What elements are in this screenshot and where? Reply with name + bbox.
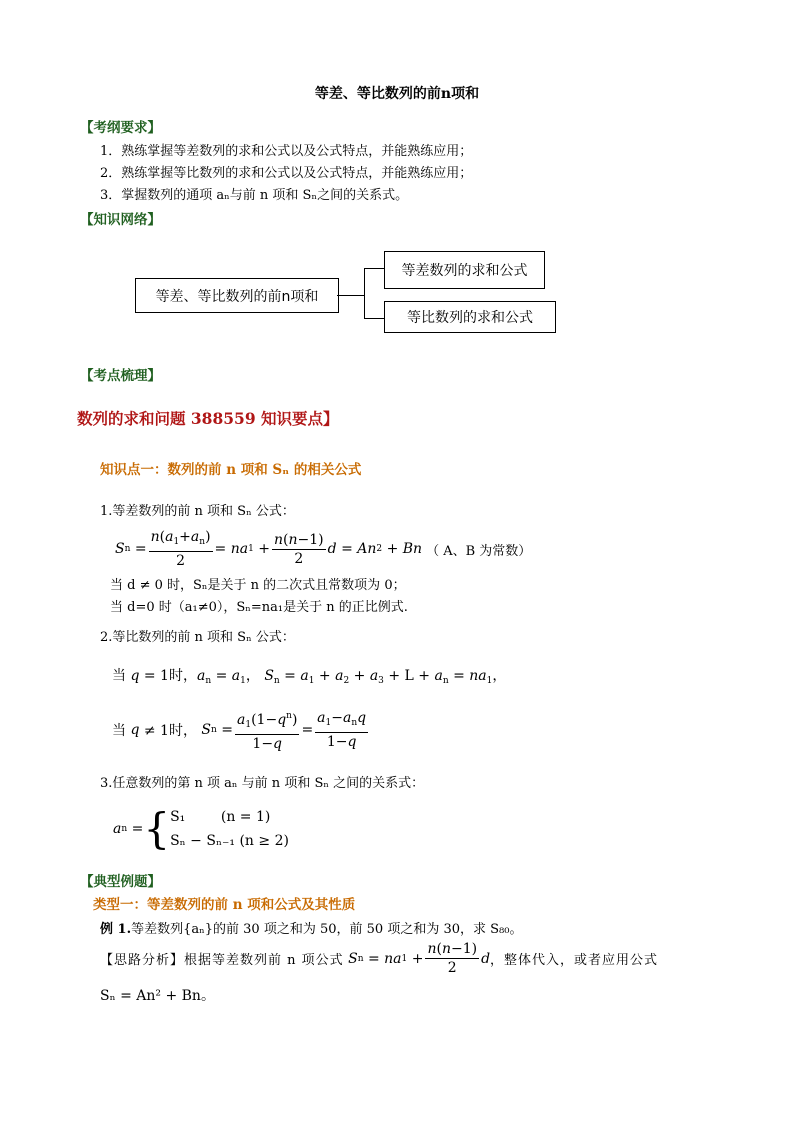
requirement-item-1: 1．熟练掌握等差数列的求和公式以及公式特点，并能熟练应用；	[100, 144, 473, 159]
example-1-label: 例 1.	[100, 922, 132, 937]
diagram-connector-bottom	[364, 318, 384, 319]
page-title: 等差、等比数列的前n项和	[314, 86, 480, 102]
analysis-tail: ，整体代入，或者应用公式	[490, 953, 659, 968]
knowledge-point-1-heading: 知识点一：数列的前 n 项和 Sₙ 的相关公式	[100, 462, 362, 478]
requirement-item-3: 3．掌握数列的通项 aₙ与前 n 项和 Sₙ之间的关系式。	[100, 188, 409, 203]
requirement-item-2: 2．熟练掌握等比数列的求和公式以及公式特点，并能熟练应用；	[100, 166, 473, 181]
diagram-root-box: 等差、等比数列的前n项和	[135, 278, 339, 313]
type-1-heading: 类型一：等差数列的前 n 项和公式及其性质	[93, 897, 356, 913]
section-examples: 【典型例题】	[80, 874, 161, 890]
diagram-child-box-1: 等差数列的求和公式	[384, 251, 545, 289]
formula-2-label: 2.等比数列的前 n 项和 Sₙ 公式：	[100, 630, 295, 645]
formula-2-case-2-prefix: 当	[112, 723, 126, 739]
section-network: 【知识网络】	[80, 212, 161, 228]
formula-2-case-1-prefix: 当	[112, 668, 126, 684]
section-points: 【考点梳理】	[80, 368, 161, 384]
example-1-text: 等差数列{aₙ}的前 30 项之和为 50，前 50 项之和为 30，求 S₈₀。	[131, 922, 523, 937]
formula-1-line-3: 当 d=0 时（a₁≠0），Sₙ=na₁是关于 n 的正比例式.	[110, 600, 408, 615]
formula-2-case-2: 当 q ≠ 1时， S n = $\frac{a_1(1-q^n)}{1-q}$ = $\frac{a_1-a_nq}{1-q}$	[112, 707, 370, 753]
formula-3-label: 3.任意数列的第 n 项 aₙ 与前 n 项和 Sₙ 之间的关系式：	[100, 776, 425, 791]
example-1	[100, 918, 522, 937]
red-heading: 数列的求和问题 388559 知识要点】	[77, 409, 339, 428]
formula-1-label: 1.等差数列的前 n 项和 Sₙ 公式：	[100, 504, 295, 519]
analysis-label: 【思路分析】	[100, 953, 185, 968]
section-requirements: 【考纲要求】	[80, 120, 161, 136]
analysis-formula: S n = na 1 + $\frac{n(n-1)}{2}$ d	[348, 941, 491, 976]
analysis-line-2: Sₙ = An² + Bn。	[100, 988, 215, 1004]
example-1-analysis	[100, 940, 658, 977]
formula-1: S n = $\frac{n(a_1+a_n)}{2}$ = na 1 + $\frac{n(n-1)}{2}$ d = An 2 + Bn （ A、B 为常数）	[115, 529, 532, 569]
formula-3-row-2: Sₙ − Sₙ₋₁ (n ≥ 2)	[170, 833, 289, 849]
diagram-connector-h	[337, 295, 364, 296]
formula-3-row-1: S₁ (n = 1)	[170, 809, 271, 825]
diagram-connector-v	[364, 268, 365, 318]
diagram-child-box-2: 等比数列的求和公式	[384, 301, 556, 333]
formula-1-note: （ A、B 为常数）	[426, 543, 532, 559]
formula-2-case-1: 当 q = 1时，$a_n = a_1$， $S_n = a_1 + a_2 + a_3 + L + a_n = na_1$，	[112, 668, 507, 686]
formula-1-line-2: 当 d ≠ 0 时，Sₙ是关于 n 的二次式且常数项为 0；	[110, 578, 406, 593]
formula-3: a n = { S₁ (n = 1) Sₙ − Sₙ₋₁ (n ≥ 2)	[113, 804, 289, 853]
diagram-connector-top	[364, 268, 384, 269]
analysis-text: 根据等差数列前 n 项公式	[184, 953, 344, 968]
